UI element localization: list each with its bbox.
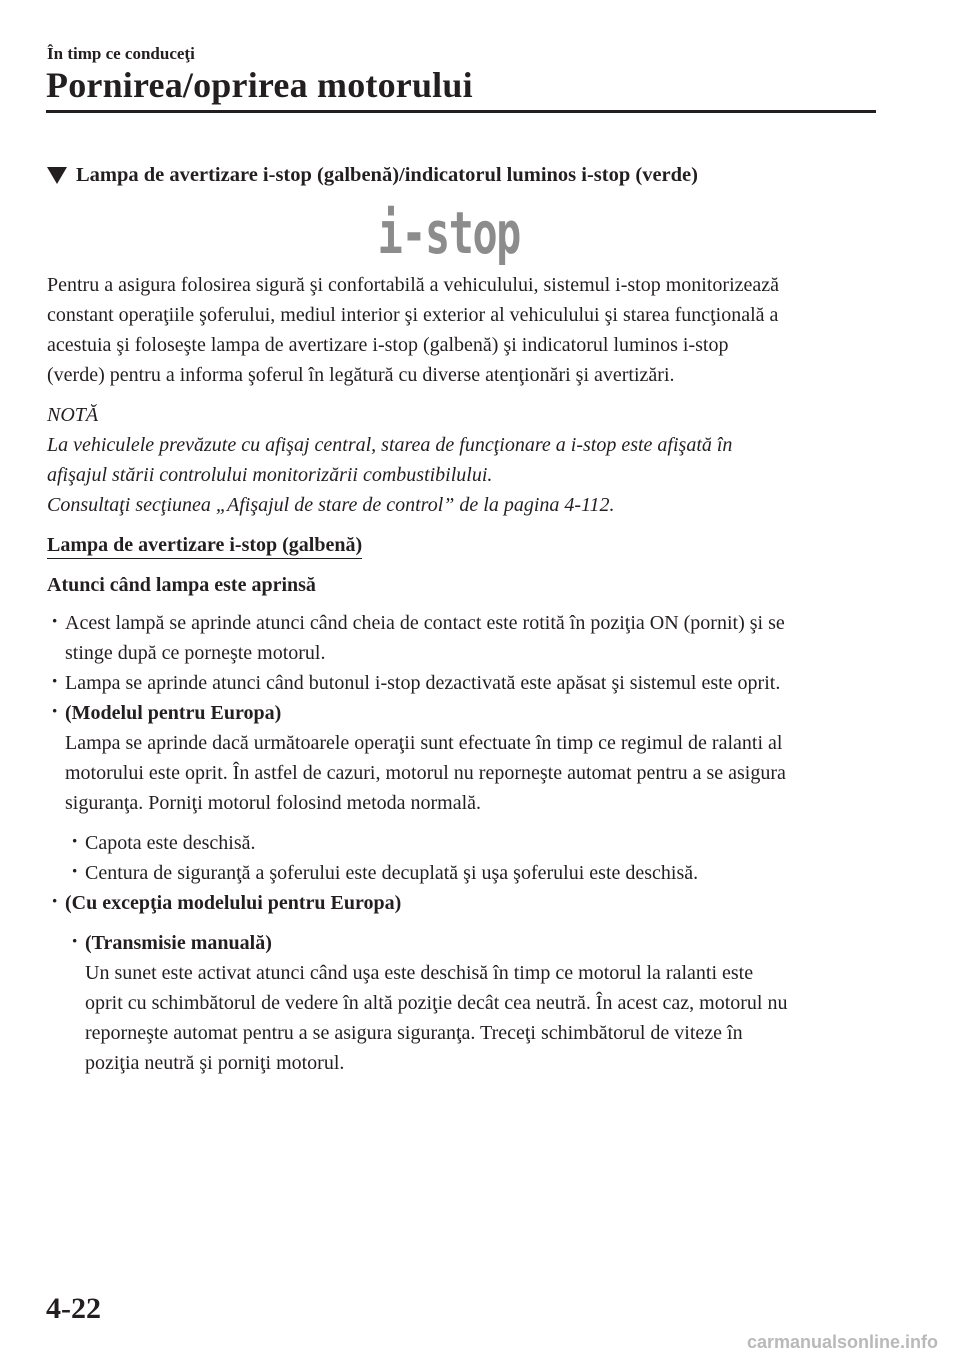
note-line: afişajul stării controlului monitorizării combustibilului. <box>47 464 493 486</box>
sub-bullet-line: · Centura de siguranţă a şoferului este decuplată şi uşa şoferului este deschisă. <box>85 862 699 884</box>
page-number: 4-22 <box>46 1292 101 1325</box>
triangle-down-icon <box>47 167 67 184</box>
page-content <box>47 160 877 1078</box>
spacer <box>47 818 877 828</box>
intro-paragraph <box>47 270 877 390</box>
bullet-title: · (Modelul pentru Europa) <box>65 702 282 724</box>
list-item <box>47 668 877 698</box>
intro-line: Pentru a asigura folosirea sigură şi confortabilă a vehiculului, sistemul i-stop monitorizează <box>47 274 780 296</box>
list-item <box>47 608 877 668</box>
intro-line: constant operaţiile şoferului, mediul interior şi exterior al vehiculului şi starea funcţională a <box>47 304 779 326</box>
bullet-line: · Acest lampă se aprinde atunci când cheia de contact este rotită în poziţia ON (pornit) şi se <box>65 612 785 634</box>
list-item <box>47 888 877 918</box>
istop-indicator <box>47 199 877 267</box>
note-line: La vehiculele prevăzute cu afişaj central, starea de funcţionare a i-stop este afişată în <box>47 434 733 456</box>
bullet-line: motorului este oprit. În astfel de cazuri, motorul nu reporneşte automat pentru a se asigura <box>65 762 786 784</box>
sub-bullet-line: oprit cu schimbătorul de vedere în altă poziţie decât cea neutră. În acest caz, motorul nu <box>85 992 788 1014</box>
intro-line: acestuia şi foloseşte lampa de avertizare i-stop (galbenă) şi indicatorul luminos i-stop <box>47 334 729 356</box>
chapter-label: În timp ce conduceţi <box>47 44 195 63</box>
note-line: Consultaţi secţiunea „Afişajul de stare de control” de la pagina 4-112. <box>47 494 615 516</box>
list-item <box>47 698 877 818</box>
sub-bullet-line: Un sunet este activat atunci când uşa este deschisă în timp ce motorul la ralanti este <box>85 962 754 984</box>
lamp-on-subheading: Atunci când lampa este aprinsă <box>47 574 316 596</box>
intro-line: (verde) pentru a informa şoferul în legătură cu diverse atenţionări şi avertizări. <box>47 364 675 386</box>
bullet-line: Lampa se aprinde dacă următoarele operaţii sunt efectuate în timp ce regimul de ralanti al <box>65 732 783 754</box>
sub-bullet-line: reporneşte automat pentru a se asigura siguranţa. Treceţi schimbătorul de viteze în <box>85 1022 743 1044</box>
sub-bullet-line: poziţia neutră şi porniţi motorul. <box>85 1052 345 1074</box>
list-item <box>67 828 877 858</box>
bullet-line: · Lampa se aprinde atunci când butonul i-stop dezactivată este apăsat şi sistemul este oprit. <box>65 672 781 694</box>
note-heading: NOTĂ <box>47 404 99 426</box>
bullet-title: · (Cu excepţia modelului pentru Europa) <box>65 892 402 914</box>
note-block <box>47 400 877 520</box>
list-item <box>67 928 877 1078</box>
sub-bullet-title: · (Transmisie manuală) <box>85 932 272 954</box>
spacer <box>47 918 877 928</box>
warning-lamp-heading: Lampa de avertizare i-stop (galbenă) <box>47 532 362 559</box>
list-item <box>67 858 877 888</box>
title-divider <box>46 110 876 113</box>
section-heading <box>47 160 877 190</box>
page-title: Pornirea/oprirea motorului <box>46 65 473 105</box>
section-heading-text: Lampa de avertizare i-stop (galbenă)/indicatorul luminos i-stop (verde) <box>76 164 698 186</box>
watermark: carmanualsonline.info <box>746 1332 938 1352</box>
bullet-line: stinge după ce porneşte motorul. <box>65 642 326 664</box>
istop-logo: i-stop <box>377 199 521 267</box>
bullet-line: siguranţa. Porniţi motorul folosind metoda normală. <box>65 792 482 814</box>
sub-bullet-line: · Capota este deschisă. <box>85 832 256 854</box>
